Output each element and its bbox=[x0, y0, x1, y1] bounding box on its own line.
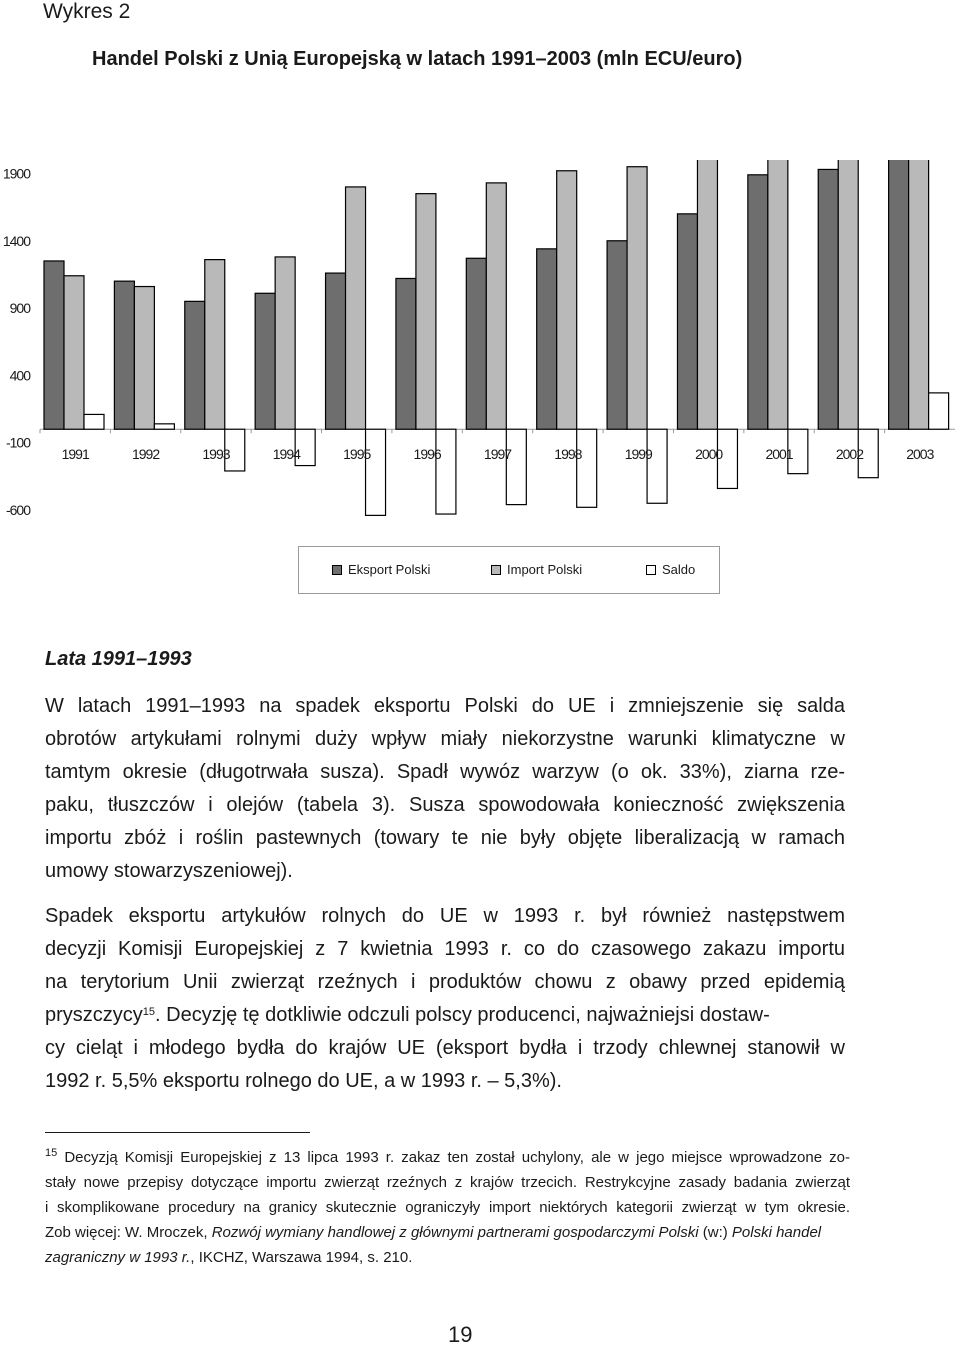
text-line: Spadek eksportu artykułów rolnych do UE w 1993 r. był również następstwem bbox=[45, 905, 845, 927]
bar-balance bbox=[647, 429, 667, 503]
x-tick-label: 2002 bbox=[835, 446, 864, 463]
bar-export bbox=[185, 301, 205, 429]
text-line: W latach 1991–1993 na spadek eksportu Polski do UE i zmniejszenie się salda bbox=[45, 695, 845, 717]
section-heading: Lata 1991–1993 bbox=[45, 648, 192, 670]
legend-label-export: Eksport Polski bbox=[348, 562, 431, 577]
text-fragment: . Decyzję tę dotkliwie odczuli polscy producenci, najważniejsi dostaw- bbox=[155, 1004, 770, 1026]
x-tick-label: 2003 bbox=[906, 446, 934, 463]
bar-export bbox=[677, 214, 697, 429]
figure-label: Wykres 2 bbox=[43, 0, 131, 23]
x-tick-label: 1995 bbox=[343, 446, 371, 463]
footnote-book-title: Polski handel bbox=[731, 1224, 822, 1241]
footnote-line: stały nowe przepisy dotyczące importu zwierząt rzeźnych z krajów trzecich. Restrykcyjne zasady badania zwierząt bbox=[45, 1174, 850, 1191]
chart-legend bbox=[298, 546, 720, 594]
legend-swatch-import bbox=[491, 565, 501, 575]
footnote-text: (w:) bbox=[698, 1224, 732, 1241]
figure-title: Handel Polski z Unią Europejską w latach 1991–2003 (mln ECU/euro) bbox=[92, 48, 743, 70]
footnote-line bbox=[45, 1245, 855, 1270]
legend-swatch-export bbox=[332, 565, 342, 575]
bar-export bbox=[466, 258, 486, 429]
footnote-line: i skomplikowane procedury na granicy skutecznie ograniczyły import niektórych kategorii zwierząt w tym okresie. bbox=[45, 1199, 850, 1216]
bar-export bbox=[607, 241, 627, 429]
bar-import bbox=[557, 171, 577, 429]
bar-import bbox=[346, 187, 366, 429]
y-tick-label: 900 bbox=[9, 300, 30, 317]
legend-label-balance: Saldo bbox=[662, 562, 696, 577]
x-tick-label: 1994 bbox=[272, 446, 300, 463]
x-tick-label: 2000 bbox=[695, 446, 723, 463]
footnote-ref: 15 bbox=[142, 1006, 156, 1018]
bar-import bbox=[768, 160, 788, 429]
y-tick-label: -600 bbox=[5, 502, 30, 518]
footnote-text: Decyzją Komisji Europejskiej z 13 lipca 1993 r. zakaz ten został uchylony, ale w jego miejsce wprowadzone zo- bbox=[64, 1149, 850, 1166]
text-fragment: pryszczycy bbox=[45, 1004, 143, 1026]
bar-import bbox=[205, 260, 225, 430]
bar-import bbox=[627, 167, 647, 430]
y-tick-label: 1400 bbox=[2, 232, 30, 249]
y-tick-label: -100 bbox=[5, 434, 30, 451]
text-line: importu zbóż i roślin pastewnych (towary te nie były objęte liberalizacją w ramach bbox=[45, 827, 845, 849]
legend-item-export bbox=[332, 562, 430, 577]
footnote-divider bbox=[45, 1132, 310, 1133]
footnote-text: , IKCHZ, Warszawa 1994, s. 210. bbox=[190, 1249, 413, 1266]
footnote-book-title: zagraniczny w 1993 r. bbox=[45, 1249, 191, 1266]
text-line: obrotów artykułami rolnymi duży wpływ miały niekorzystne warunki klimatyczne w bbox=[45, 728, 845, 750]
bar-import bbox=[134, 287, 154, 430]
bar-import bbox=[275, 257, 295, 429]
footnote bbox=[45, 1145, 855, 1270]
text-line: 1992 r. 5,5% eksportu rolnego do UE, a w 1993 r. – 5,3%). bbox=[45, 1070, 562, 1092]
bar-balance bbox=[154, 424, 174, 429]
text-line: umowy stowarzyszeniowej). bbox=[45, 860, 293, 882]
bar-export bbox=[396, 278, 416, 429]
text-line: tamtym okresie (długotrwała susza). Spadł wywóz warzyw (o ok. 33%), ziarna rze- bbox=[45, 761, 845, 783]
paragraph-1 bbox=[45, 690, 845, 888]
x-tick-label: 1991 bbox=[61, 446, 89, 463]
bar-export bbox=[748, 175, 768, 429]
legend-item-balance bbox=[646, 562, 695, 577]
footnote-line bbox=[45, 1145, 850, 1170]
bar-import bbox=[486, 183, 506, 429]
paragraph-2 bbox=[45, 900, 845, 1098]
text-line-with-footnote bbox=[45, 999, 845, 1032]
bar-balance bbox=[84, 414, 104, 429]
footnote-text: Zob więcej: W. Mroczek, bbox=[45, 1224, 212, 1241]
text-line: na terytorium Unii zwierząt rzeźnych i produktów chowu z obawy przed epidemią bbox=[45, 971, 845, 993]
bar-export bbox=[114, 281, 134, 429]
legend-label-import: Import Polski bbox=[507, 562, 583, 577]
legend-swatch-balance bbox=[646, 565, 656, 575]
bar-export bbox=[44, 261, 64, 429]
bar-balance bbox=[436, 429, 456, 514]
bar-import bbox=[838, 160, 858, 429]
y-tick-label: 400 bbox=[9, 367, 30, 384]
bar-import bbox=[64, 276, 84, 429]
footnote-number: 15 bbox=[45, 1147, 58, 1159]
legend-item-import bbox=[491, 562, 582, 577]
bar-balance bbox=[577, 429, 597, 507]
bar-balance bbox=[366, 429, 386, 515]
x-tick-label: 1992 bbox=[131, 446, 160, 463]
text-line: cy cieląt i młodego bydła do krajów UE (eksport bydła i trzody chlewnej stanowił w bbox=[45, 1037, 845, 1059]
x-tick-label: 2001 bbox=[765, 446, 793, 463]
y-tick-label: 1900 bbox=[2, 165, 30, 182]
bar-export bbox=[255, 293, 275, 429]
footnote-line bbox=[45, 1220, 855, 1245]
bar-export bbox=[326, 273, 346, 429]
x-tick-label: 1997 bbox=[483, 446, 512, 463]
trade-bar-chart bbox=[0, 160, 960, 520]
bar-export bbox=[537, 249, 557, 429]
x-tick-label: 1999 bbox=[624, 446, 652, 463]
text-line: paku, tłuszczów i olejów (tabela 3). Susza spowodowała konieczność zwiększenia bbox=[45, 794, 845, 816]
bar-balance bbox=[506, 429, 526, 504]
text-line: decyzji Komisji Europejskiej z 7 kwietnia 1993 r. co do czasowego zakazu importu bbox=[45, 938, 845, 960]
footnote-book-title: Rozwój wymiany handlowej z głównymi partnerami gospodarczymi Polski bbox=[211, 1224, 699, 1241]
x-tick-label: 1998 bbox=[554, 446, 582, 463]
page-number: 19 bbox=[448, 1322, 473, 1347]
bar-import bbox=[697, 160, 717, 429]
bar-import bbox=[416, 194, 436, 430]
bar-import bbox=[909, 160, 929, 429]
bar-export bbox=[889, 160, 909, 429]
bar-export bbox=[818, 169, 838, 429]
x-tick-label: 1996 bbox=[413, 446, 441, 463]
bar-balance bbox=[929, 393, 949, 429]
x-tick-label: 1993 bbox=[202, 446, 230, 463]
